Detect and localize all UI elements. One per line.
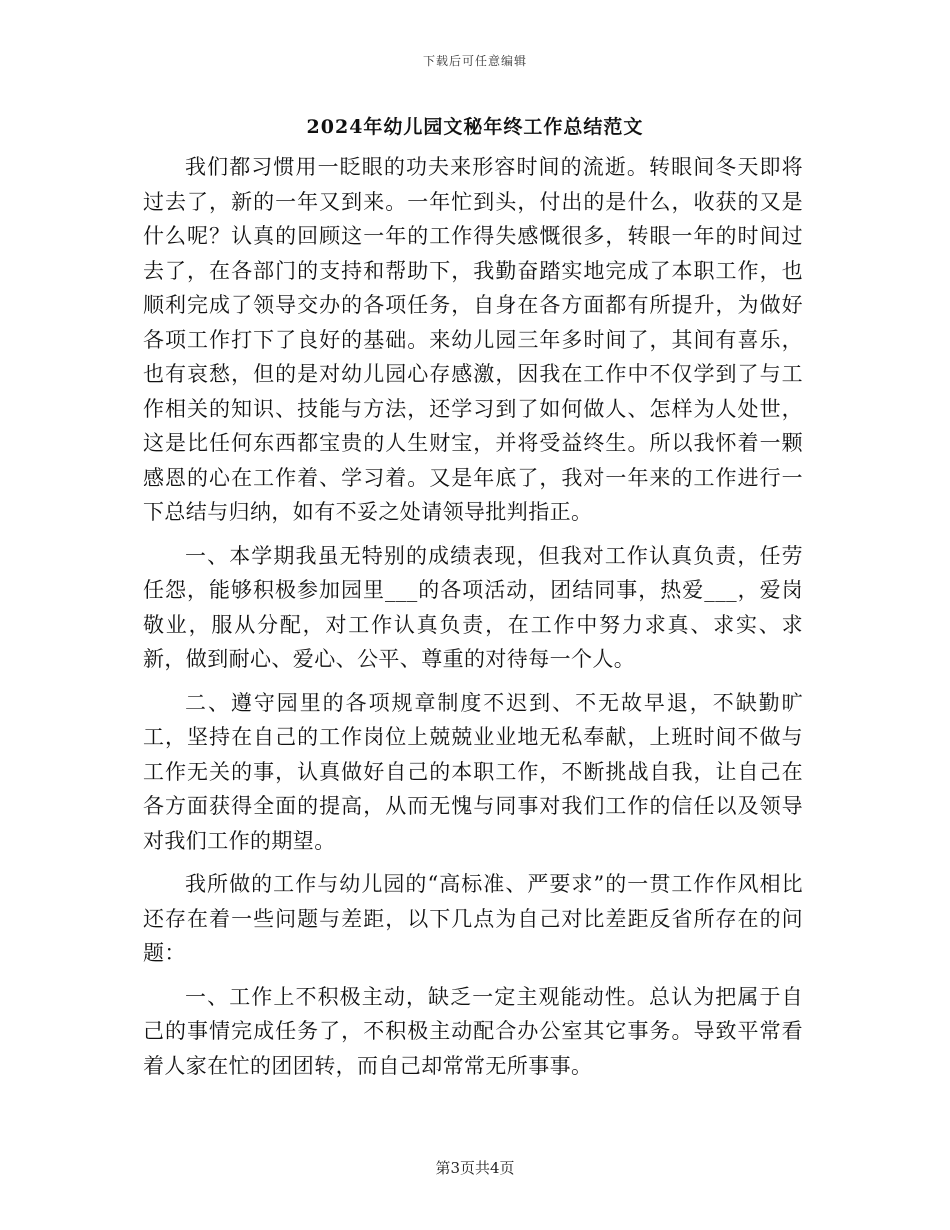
paragraph-intro: 我们都习惯用一眨眼的功夫来形容时间的流逝。转眼间冬天即将过去了，新的一年又到来。一年忙到头，付出的是什么，收获的又是什么呢？认真的回顾这一年的工作得失感慨很多，转眼一年的时间过去了，在各部门的支持和帮助下，我勤奋踏实地完成了本职工作，也顺利完成了领导交办的各项任务，自身在各方面都有所提升，为做好各项工作打下了良好的基础。来幼儿园三年多时间了，其间有喜乐，也有哀愁，但的是对幼儿园心存感激，因我在工作中不仅学到了与工作相关的知识、技能与方法，还学习到了如何做人、怎样为人处世，这是比任何东西都宝贵的人生财宝，并将受益终生。所以我怀着一颗感恩的心在工作着、学习着。又是年底了，我对一年来的工作进行一下总结与归纳，如有不妥之处请领导批判指正。 (143, 155, 803, 524)
paragraph-problems-intro: 我所做的工作与幼儿园的“高标准、严要求”的一贯工作作风相比还存在着一些问题与差距，以下几点为自己对比差距反省所存在的问题： (143, 872, 803, 965)
page-footer: 第3页共4页 (435, 1159, 515, 1177)
document-title: 2024年幼儿园文秘年终工作总结范文 (306, 116, 644, 138)
header-note: 下载后可任意编辑 (422, 54, 527, 68)
paragraph-point-2: 二、遵守园里的各项规章制度不迟到、不无故早退，不缺勤旷工，坚持在自己的工作岗位上兢兢业业地无私奉献，上班时间不做与工作无关的事，认真做好自己的本职工作，不断挑战自我，让自己在各方面获得全面的提高，从而无愧与同事对我们工作的信任以及领导对我们工作的期望。 (143, 690, 803, 853)
paragraph-point-1: 一、本学期我虽无特别的成绩表现，但我对工作认真负责，任劳任怨，能够积极参加园里___的各项活动，团结同事，热爱___，爱岗敬业，服从分配，对工作认真负责，在工作中努力求真、求实、求新，做到耐心、爱心、公平、尊重的对待每一个人。 (143, 543, 803, 671)
paragraph-problem-1: 一、工作上不积极主动，缺乏一定主观能动性。总认为把属于自己的事情完成任务了，不积极主动配合办公室其它事务。导致平常看着人家在忙的团团转，而自己却常常无所事事。 (143, 984, 803, 1078)
document-body (143, 150, 803, 1083)
